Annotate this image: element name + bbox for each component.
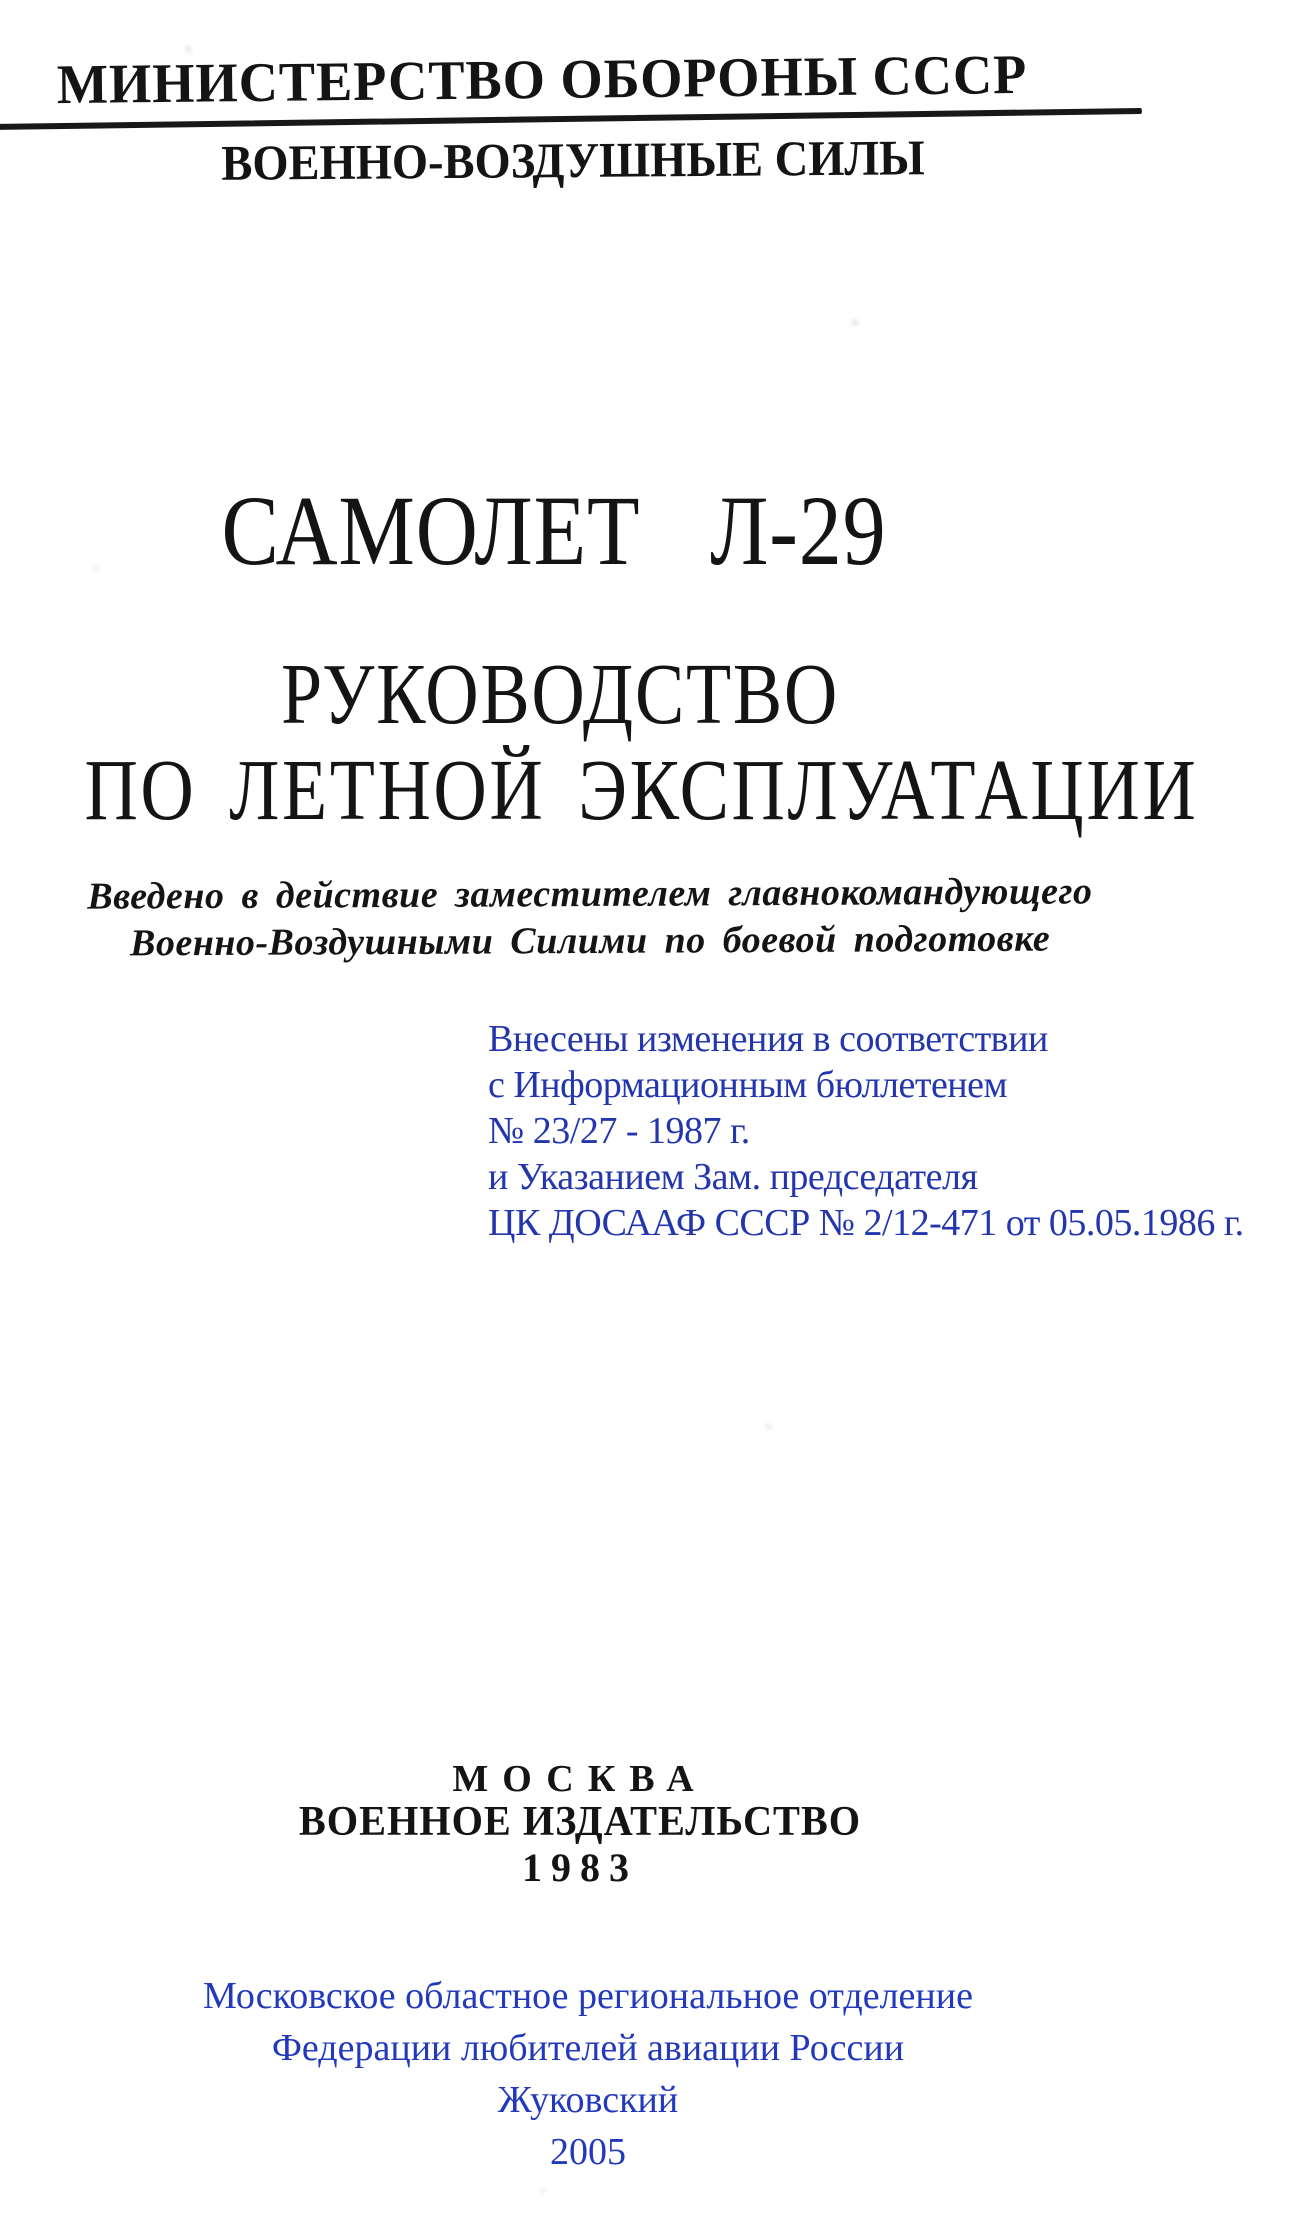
scan-speck — [852, 320, 858, 325]
reissue-line: Федерации любителей авиации России — [271, 2027, 905, 2069]
scan-speck — [540, 2188, 545, 2192]
document-subtitle-line-2: ПО ЛЕТНОЙ ЭКСПЛУАТАЦИИ — [84, 741, 1199, 838]
amendment-line: Внесены изменения в соответствии — [488, 1018, 1048, 1060]
amendment-note — [488, 1016, 1244, 1246]
document-subtitle-line-1: РУКОВОДСТВО — [281, 645, 839, 742]
amendment-line: ЦК ДОСААФ СССР № 2/12-471 от 05.05.1986 г. — [488, 1202, 1244, 1244]
scan-speck — [452, 150, 457, 155]
introduction-line-1: Введено в действие заместителем главнокомандующего — [87, 870, 1093, 918]
scan-speck — [766, 1424, 771, 1429]
scan-speck — [94, 566, 98, 571]
scan-speck — [186, 46, 191, 53]
imprint-city: МОСКВА — [452, 1758, 708, 1800]
introduction-note — [0, 868, 1180, 968]
imprint-publisher: ВОЕННОЕ ИЗДАТЕЛЬСТВО — [298, 1799, 862, 1845]
imprint-year: 1983 — [522, 1845, 638, 1890]
imprint-block — [40, 1758, 1120, 1891]
document-title: САМОЛЕТ Л-29 — [221, 475, 887, 586]
reissue-line: 2005 — [550, 2131, 626, 2173]
introduction-line-2: Военно-Воздушными Силими по боевой подготовке — [129, 917, 1051, 965]
ministry-header: МИНИСТЕРСТВО ОБОРОНЫ СССР — [56, 43, 1028, 117]
reissue-line: Жуковский — [497, 2079, 679, 2121]
airforce-header: ВОЕННО-ВОЗДУШНЫЕ СИЛЫ — [221, 129, 925, 191]
reissue-note — [40, 1970, 1136, 2178]
amendment-line: № 23/27 - 1987 г. — [488, 1110, 750, 1152]
amendment-line: и Указанием Зам. председателя — [488, 1156, 978, 1198]
amendment-line: с Информационным бюллетенем — [488, 1064, 1008, 1106]
reissue-line: Московское областное региональное отделение — [203, 1975, 973, 2017]
